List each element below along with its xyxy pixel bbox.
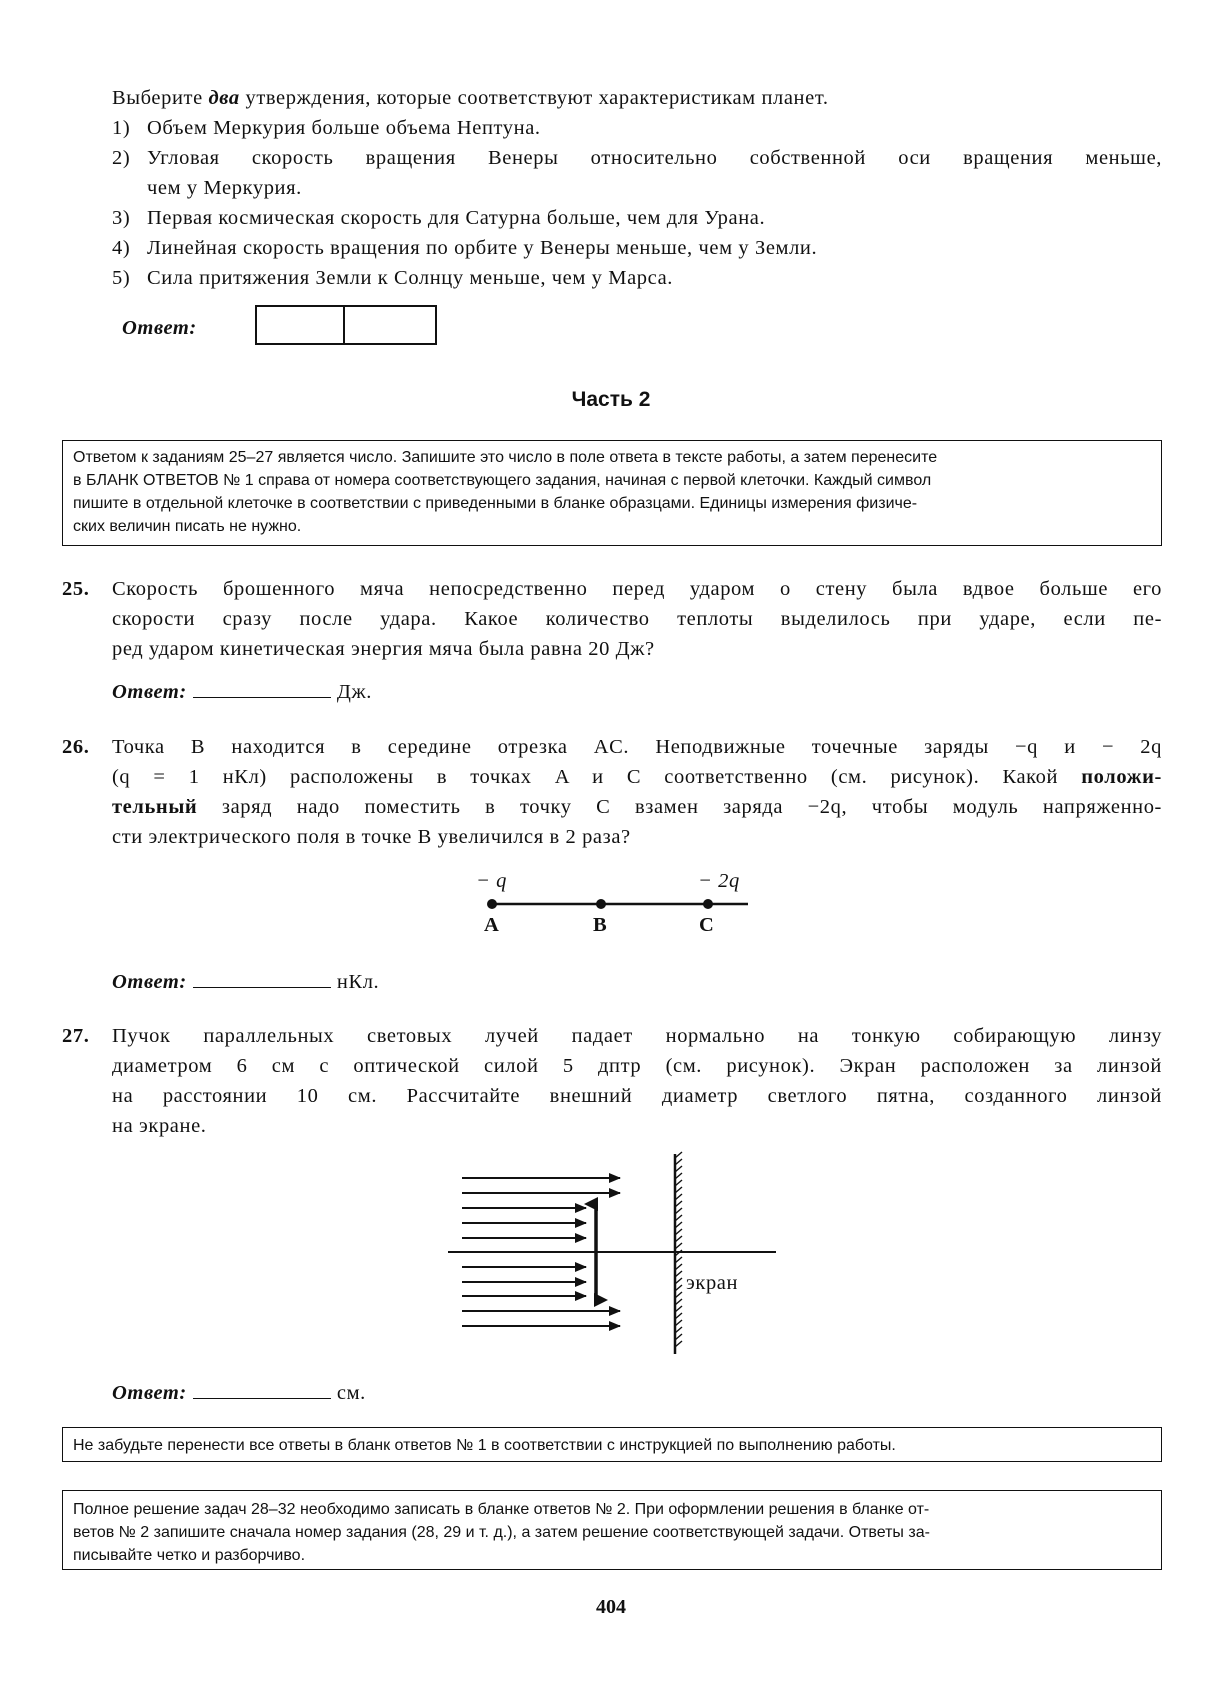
task-number: 27. [62, 1025, 90, 1047]
charge-a-label: − q [476, 870, 508, 892]
task26-answer-line: Ответ: нКл. [112, 965, 379, 997]
task25-answer-line: Ответ: Дж. [112, 675, 372, 707]
q24-answer-cell-2[interactable] [343, 305, 437, 345]
point-c-label: C [699, 914, 715, 936]
part2-instructions-box [62, 440, 1162, 546]
point-b-label: B [593, 914, 608, 936]
full-solution-line: Полное решение задач 28–32 необходимо записать в бланке ответов № 2. При оформлении решения в бланке от- [73, 1501, 930, 1518]
instructions-line: в БЛАНК ОТВЕТОВ № 1 справа от номера соответствующего задания, начиная с первой клеточки. Каждый символ [73, 472, 932, 489]
point-b [596, 899, 606, 909]
q24-intro-emphasis: два [208, 87, 240, 109]
lens-figure [440, 1150, 780, 1360]
lens-diagram [440, 1150, 780, 1360]
q24-option-2: 2) Угловая скорость вращения Венеры относительно собственной оси вращения меньше, чем у Меркурия. [112, 147, 1162, 199]
task27-answer-line: Ответ: см. [112, 1376, 366, 1408]
reminder-box [62, 1427, 1162, 1462]
charge-c-label: − 2q [698, 870, 740, 892]
point-c [703, 899, 713, 909]
reminder-text: Не забудьте перенести все ответы в бланк ответов № 1 в соответствии с инструкцией по выполнению работы. [73, 1437, 896, 1454]
q24-answer-boxes [255, 305, 441, 347]
part2-title: Часть 2 [571, 388, 651, 411]
point-a-label: A [484, 914, 500, 936]
task-number: 26. [62, 736, 90, 758]
page-number: 404 [596, 1596, 626, 1618]
full-solution-box [62, 1490, 1162, 1570]
task25-answer-blank[interactable] [193, 675, 331, 698]
charges-figure [460, 862, 760, 934]
full-solution-line: ветов № 2 запишите сначала номер задания (28, 29 и т. д.), а затем решение соответствующей задачи. Ответы за- [73, 1524, 930, 1541]
q24-answer-cell-1[interactable] [255, 305, 345, 345]
instructions-line: Ответом к заданиям 25–27 является число. Запишите это число в поле ответа в тексте работы, а затем перенесите [73, 449, 938, 466]
task-number: 25. [62, 578, 90, 600]
task26-answer-blank[interactable] [193, 965, 331, 988]
full-solution-line: писывайте четко и разборчиво. [73, 1547, 306, 1564]
instructions-line: пишите в отдельной клеточке в соответствии с приведенными в бланке образцами. Единицы измерения физиче- [73, 495, 918, 512]
point-a [487, 899, 497, 909]
screen-label: экран [686, 1272, 739, 1294]
q24-intro: Выберите два утверждения, которые соответствуют характеристикам планет. [112, 87, 829, 109]
task27-answer-blank[interactable] [193, 1376, 331, 1399]
instructions-line: ских величин писать не нужно. [73, 518, 302, 535]
q24-answer-label: Ответ: [122, 317, 197, 339]
